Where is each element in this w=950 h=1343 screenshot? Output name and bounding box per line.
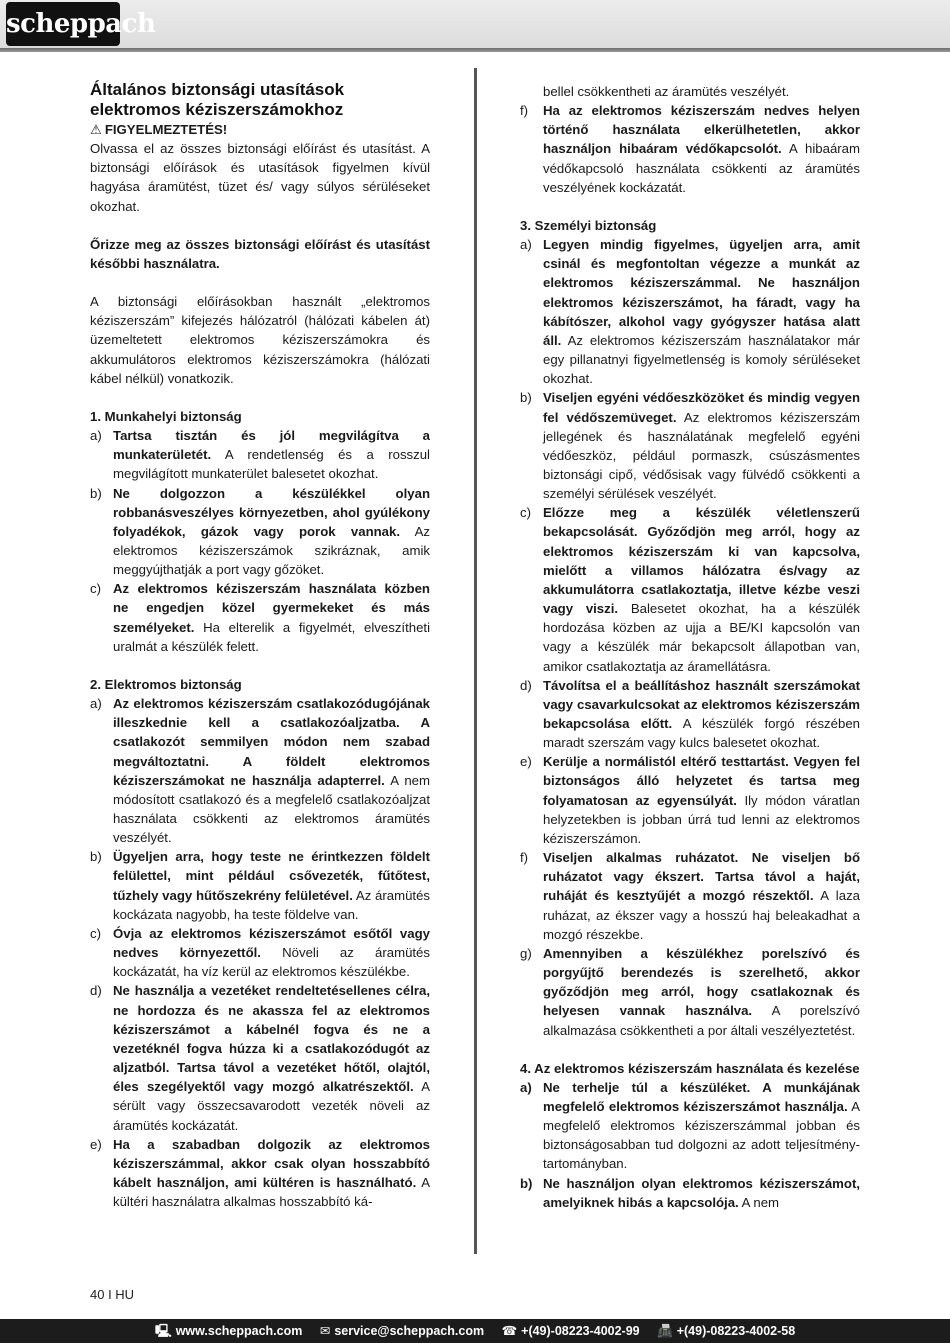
- list-item-3c: c) Előzze meg a készülék véletlenszerű bekapcsolását. Győződjön meg arról, hogy az elektromos kéziszerszám ki van kapcsolva, mielőtt a villamos hálózatra és/vagy az akkumulátorra csatlakoztatja, illetve kézbe veszi vagy viszi. Balesetet okozhat, ha a készülék hordozása közben az ujja a BE/KI kapcsolón van vagy a készülék már bekapcsolt állapotban van, amikor csatlakoztatja az áramellátásra.: [520, 505, 861, 674]
- left-column: [90, 80, 430, 1211]
- section-2-title: 2. Elektromos biztonság: [90, 676, 242, 692]
- scheppach-logo: scheppach: [6, 2, 120, 46]
- footer-email: ✉ service@scheppach.com: [319, 1324, 485, 1338]
- footer-fax: 📠 +(49)-08223-4002-58: [657, 1324, 796, 1338]
- computer-icon: 🖳: [155, 1324, 172, 1338]
- list-item-4a: a) Ne terhelje túl a készüléket. A munkájának megfelelő elektromos kéziszerszámot használja. A megfelelő elektromos kéziszerszámmal jobban és biztonságosabban tud dolgozni az adott teljesítmény-tartományban.: [520, 1079, 860, 1172]
- definition-paragraph: A biztonsági előírásokban használt „elektromos kéziszerszám” kifejezés hálózatról (hálózati kábelen át) üzemeltetett elektromos kéziszerszámokra és akkumulátoros elektromos kéziszerszámokra (hálózati kábel nélkül) vonatkozik.: [90, 294, 430, 386]
- warning-triangle-icon: ⚠: [90, 122, 102, 137]
- list-item-2b: b) Ügyeljen arra, hogy teste ne érintkezzen földelt felülettel, mint például csővezeték, fűtőtest, tűzhely vagy hűtőszekrény felületével. Az áramütés kockázata nagyobb, ha teste földelve van.: [90, 849, 431, 922]
- right-column: [520, 82, 860, 1212]
- list-item-4b: b) Ne használjon olyan elektromos kéziszerszámot, amelyiknek hibás a kapcsolója. A nem: [520, 1175, 860, 1210]
- keep-instructions: Őrizze meg az összes biztonsági előírást és utasítást későbbi használatra.: [90, 236, 430, 271]
- footer-website: 🖳 www.scheppach.com: [155, 1324, 303, 1338]
- list-item-2d: d) Ne használja a vezetéket rendeltetésellenes célra, ne hordozza és ne akassza fel az elektromos kéziszerszámot a kábelnél fogva és ne a vezetéknél fogva húzza ki a csatlakozódugót az aljzatból. Tartsa távol a vezetéket hőtől, olajtól, éles szegélyektől vagy mozgó alkatrészektől. A sérült vagy összecsavarodott vezeték növeli az áramütés kockázatát.: [90, 983, 431, 1133]
- section-3-title: 3. Személyi biztonság: [520, 217, 657, 233]
- footer-bar: [0, 1319, 950, 1343]
- list-item-2e: e) Ha a szabadban dolgozik az elektromos kéziszerszámmal, akkor csak olyan hosszabbító kábelt használjon, ami kültéren is használható. A kültéri használatra alkalmas hosszabbító ká-: [90, 1136, 431, 1210]
- list-item-3a: a) Legyen mindig figyelmes, ügyeljen arra, amit csinál és megfontoltan végezze a munkát az elektromos kéziszerszámmal. Ne használjon elektromos kéziszerszámot, ha fáradt, vagy ha kábítószer, alkohol vagy gyógyszer hatása alatt áll. Az elektromos kéziszerszám használatakor már egy pillanatnyi figyelmetlenség is komoly sérüléseket okozhat.: [520, 237, 860, 387]
- list-item-3e: e) Kerülje a normálistól eltérő testtartást. Vegyen fel biztonságos álló helyzetet és tartsa meg folyamatosan az egyensúlyát. Ily módon váratlan helyzetekben is jobban úrrá tud lenni az elektromos kéziszerszámon.: [520, 754, 860, 846]
- list-item-2e-continued: bellel csökkentheti az áramütés veszélyét.: [543, 84, 790, 99]
- warning-label: FIGYELMEZTETÉS!: [104, 122, 228, 137]
- list-item-1a: a) Tartsa tisztán és jól megvilágítva a munkaterületét. A rendetlenség és a rosszul megvilágított munkaterület balesetet okozhat.: [90, 428, 430, 482]
- intro-paragraph: Olvassa el az összes biztonsági előírást és utasítást. A biztonsági előírások és utasítások figyelmen kívül hagyása áramütést, tüzet és/ vagy súlyos sérüléseket okozhat.: [90, 141, 430, 214]
- column-divider: [474, 68, 477, 1254]
- list-item-3g: g) Amennyiben a készülékhez porelszívó és porgyűjtő berendezés is szerelhető, akkor győződjön meg arról, hogy csatlakoznak és helyesen vannak használva. A porelszívó alkalmazása csökkentheti a por általi veszélyeztetést.: [520, 945, 860, 1038]
- footer-phone: ☎ +(49)-08223-4002-99: [501, 1324, 640, 1338]
- section-title: Általános biztonsági utasítások elektromos kéziszerszámokhoz: [90, 80, 345, 119]
- page-number: 40 I HU: [90, 1287, 135, 1302]
- list-item-2f: f) Ha az elektromos kéziszerszám nedves helyen történő használata elkerülhetetlen, akkor használjon hibaáram védőkapcsolót. A hibaáram védőkapcsoló használata csökkenti az áramütés veszélyének kockázatát.: [520, 103, 860, 195]
- list-item-2c: c) Óvja az elektromos kéziszerszámot esőtől vagy nedves környezettől. Növeli az áramütés kockázatát, ha víz kerül az elektromos készülékbe.: [90, 925, 430, 980]
- list-item-3d: d) Távolítsa el a beállításhoz használt szerszámokat vagy csavarkulcsokat az elektromos kéziszerszám bekapcsolása előtt. A készülék forgó részében maradt szerszám vagy kulcs balesetet okozhat.: [520, 677, 860, 751]
- phone-icon: ☎: [501, 1324, 518, 1338]
- fax-icon: 📠: [657, 1324, 673, 1338]
- warning-heading: [90, 120, 430, 139]
- list-item-3f: f) Viseljen alkalmas ruházatot. Ne viseljen bő ruházatot vagy ékszert. Tartsa távol a haját, ruháját és kesztyűjét a mozgó részektől. A laza ruházat, az ékszer vagy a hosszú haj beleakadhat a mozgó részekbe.: [520, 850, 861, 942]
- section-1-title: 1. Munkahelyi biztonság: [90, 408, 242, 424]
- list-item-1c: c) Az elektromos kéziszerszám használata közben ne engedjen közel gyermekeket és más személyeket. Ha elterelik a figyelmét, elveszítheti uralmát a készülék felett.: [90, 581, 430, 654]
- list-item-2a: a) Az elektromos kéziszerszám csatlakozódugójának illeszkednie kell a csatlakozóaljzatba. A csatlakozót semmilyen módon nem szabad megváltoztatni. A földelt elektromos kéziszerszámokat ne használja adapterrel. A nem módosított csatlakozó és a megfelelő csatlakozóaljzat használata csökkenti az elektromos áramütés veszélyét.: [90, 696, 431, 846]
- header-rule: [0, 48, 950, 52]
- list-item-3b: b) Viseljen egyéni védőeszközöket és mindig vegyen fel védőszemüveget. Az elektromos kéziszerszám jellegének és használatának megfelelő egyéni védőeszköz, például pormaszk, csúszásmentes biztonsági cipő, védősisak vagy fülvédő csökkenti a személyi sérülések veszélyét.: [520, 390, 860, 502]
- list-item-1b: b) Ne dolgozzon a készülékkel olyan robbanásveszélyes környezetben, ahol gyúlékony folyadékok, gázok vagy porok vannak. Az elektromos kéziszerszámok szikráznak, amik meggyújthatják a port vagy gőzöket.: [90, 485, 430, 578]
- mail-icon: ✉: [319, 1324, 331, 1338]
- section-4-title: 4. Az elektromos kéziszerszám használata és kezelése: [520, 1060, 860, 1076]
